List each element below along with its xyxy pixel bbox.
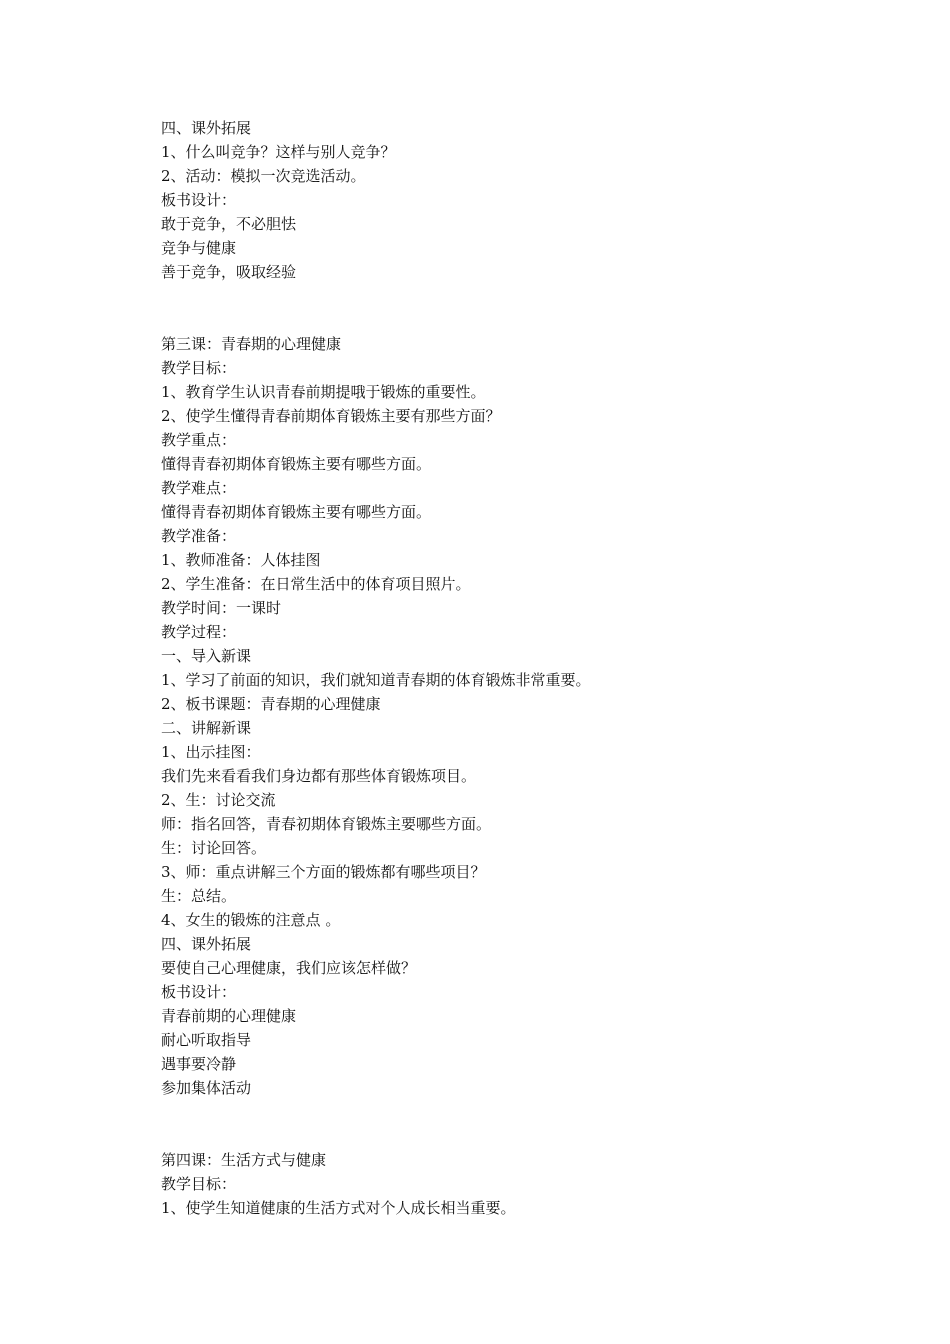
document-page: [161, 116, 881, 1220]
heading-board-design: 板书设计：: [161, 191, 237, 209]
heading-board-design: 板书设计：: [161, 983, 237, 1001]
heading-new-lesson: 二、讲解新课: [161, 719, 252, 737]
text-line: 懂得青春初期体育锻炼主要有哪些方面。: [161, 455, 432, 473]
heading-extension: 四、课外拓展: [161, 119, 252, 137]
section-lesson4: [161, 1148, 881, 1220]
text-line: 2、板书课题：青春期的心理健康: [161, 695, 381, 713]
spacer: [161, 308, 881, 332]
spacer: [161, 1124, 881, 1148]
text-line: 懂得青春初期体育锻炼主要有哪些方面。: [161, 503, 432, 521]
text-line: 2、生：讨论交流: [161, 791, 276, 809]
text-line: 师：指名回答，青春初期体育锻炼主要哪些方面。: [161, 815, 492, 833]
text-line: 1、什么叫竞争？这样与别人竞争？: [161, 143, 396, 161]
heading-objectives: 教学目标：: [161, 1175, 237, 1193]
text-line: 1、学习了前面的知识，我们就知道青春期的体育锻炼非常重要。: [161, 671, 591, 689]
text-line: 生：讨论回答。: [161, 839, 267, 857]
text-line: 我们先来看看我们身边都有那些体育锻炼项目。: [161, 767, 477, 785]
text-line: 4、女生的锻炼的注意点 。: [161, 911, 341, 929]
heading-difficulties: 教学难点：: [161, 479, 237, 497]
text-line: 2、使学生懂得青春前期体育锻炼主要有那些方面？: [161, 407, 501, 425]
text-line: 教学时间：一课时: [161, 599, 282, 617]
text-line: 竞争与健康: [161, 239, 237, 257]
lesson-title: 第三课：青春期的心理健康: [161, 335, 342, 353]
heading-objectives: 教学目标：: [161, 359, 237, 377]
text-line: 善于竞争，吸取经验: [161, 263, 297, 281]
text-line: 2、活动：模拟一次竞选活动。: [161, 167, 366, 185]
heading-intro: 一、导入新课: [161, 647, 252, 665]
text-line: 2、学生准备：在日常生活中的体育项目照片。: [161, 575, 471, 593]
text-line: 1、教育学生认识青春前期提哦于锻炼的重要性。: [161, 383, 486, 401]
text-line: 1、出示挂图：: [161, 743, 261, 761]
text-line: 参加集体活动: [161, 1079, 252, 1097]
heading-preparation: 教学准备：: [161, 527, 237, 545]
spacer: [161, 284, 881, 308]
heading-process: 教学过程：: [161, 623, 237, 641]
section-extension-lesson2: [161, 116, 881, 284]
text-line: 1、教师准备：人体挂图: [161, 551, 321, 569]
text-line: 敢于竞争，不必胆怯: [161, 215, 297, 233]
section-lesson3: [161, 332, 881, 1100]
text-line: 生：总结。: [161, 887, 237, 905]
lesson-title: 第四课：生活方式与健康: [161, 1151, 327, 1169]
text-line: 耐心听取指导: [161, 1031, 252, 1049]
text-line: 1、使学生知道健康的生活方式对个人成长相当重要。: [161, 1199, 516, 1217]
text-line: 遇事要冷静: [161, 1055, 237, 1073]
heading-key-points: 教学重点：: [161, 431, 237, 449]
text-line: 青春前期的心理健康: [161, 1007, 297, 1025]
heading-extension: 四、课外拓展: [161, 935, 252, 953]
spacer: [161, 1100, 881, 1124]
text-line: 3、师：重点讲解三个方面的锻炼都有哪些项目？: [161, 863, 486, 881]
text-line: 要使自己心理健康，我们应该怎样做？: [161, 959, 417, 977]
